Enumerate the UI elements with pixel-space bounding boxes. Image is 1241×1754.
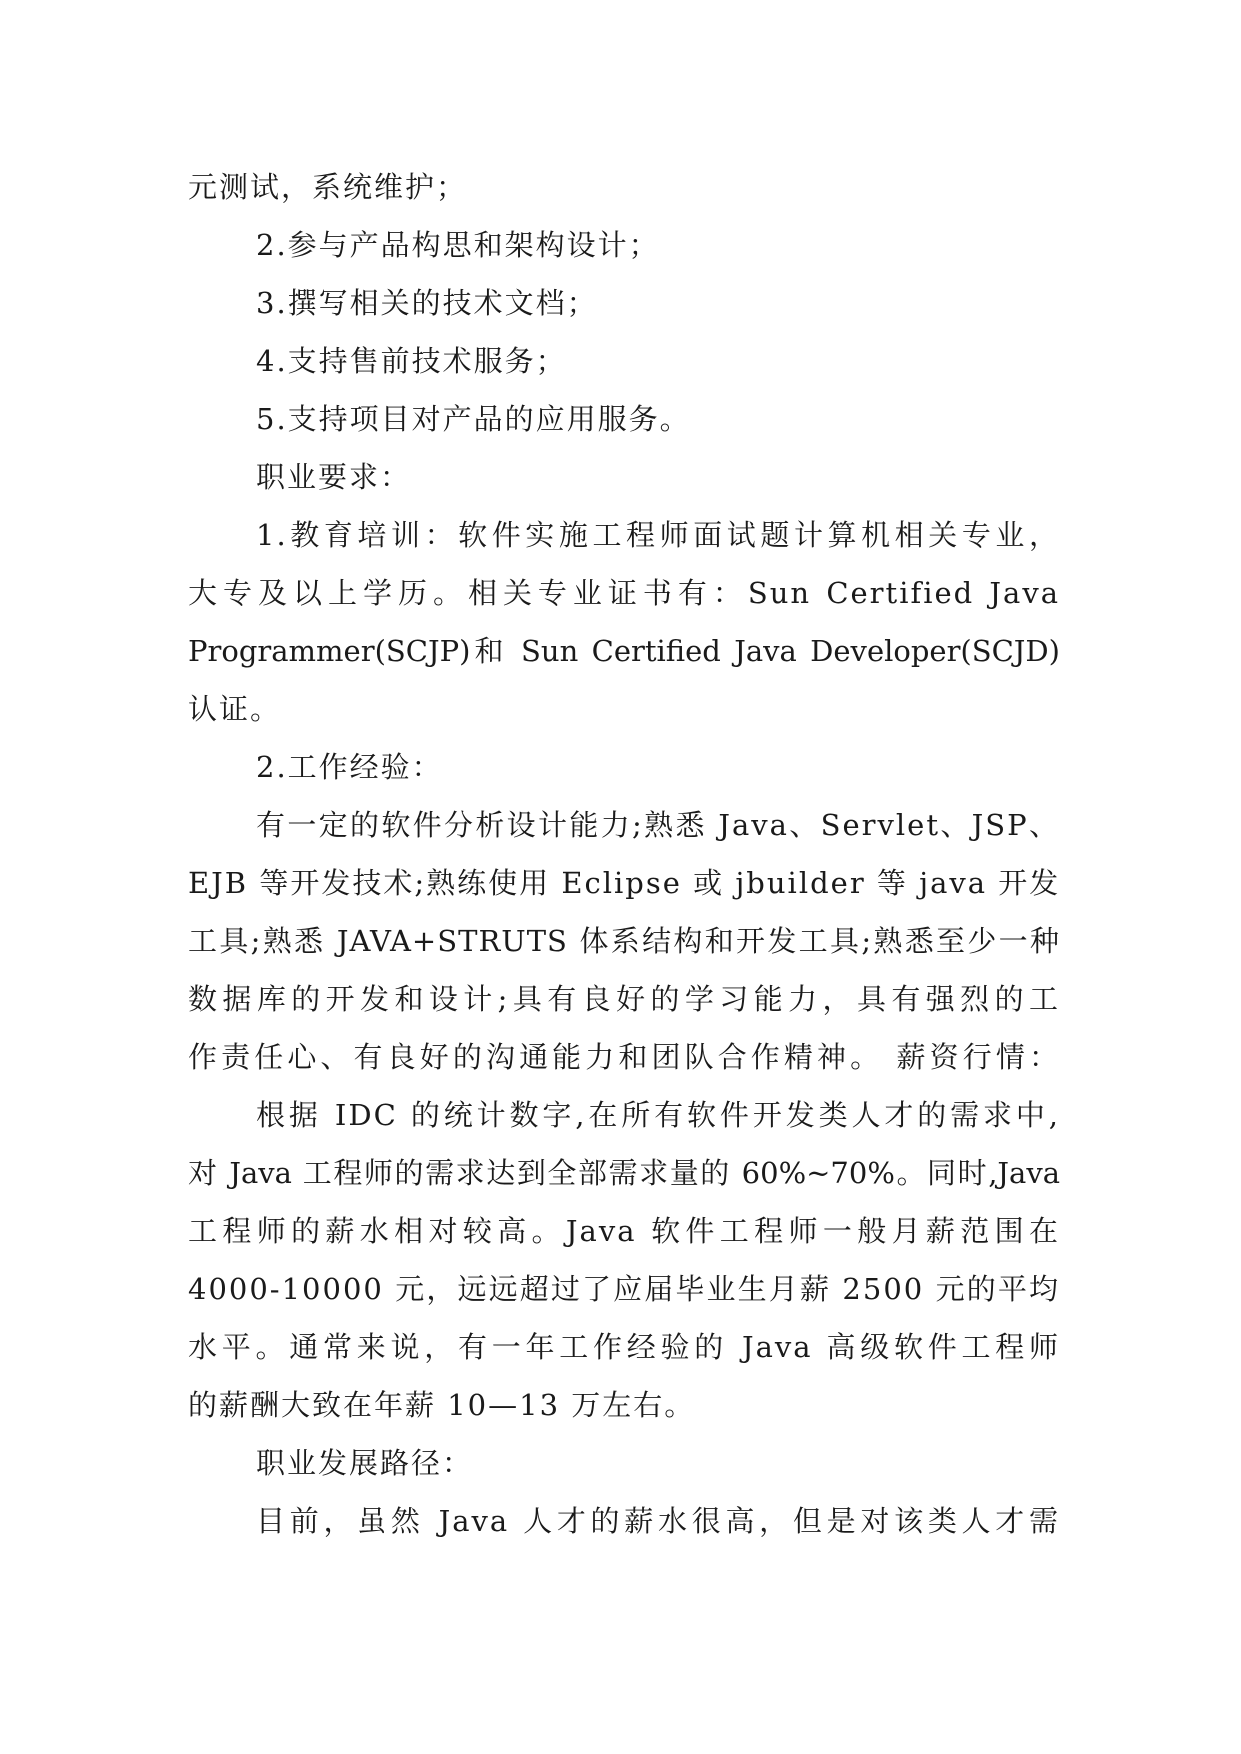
text-line: 认证。 <box>188 692 282 726</box>
text-line: 水平。通常来说，有一年工作经验的 Java 高级软件工程师 <box>188 1330 1060 1364</box>
text-line: 1.教育培训：软件实施工程师面试题计算机相关专业， <box>256 518 1060 552</box>
text-line: 目前，虽然 Java 人才的薪水很高，但是对该类人才需 <box>256 1504 1060 1538</box>
section-heading: 职业发展路径： <box>256 1446 474 1480</box>
text-line: 大专及以上学历。相关专业证书有：Sun Certified Java <box>188 576 1060 610</box>
text-line: 有一定的软件分析设计能力;熟悉 Java、Servlet、JSP、 <box>256 808 1060 842</box>
text-line: Programmer(SCJP)和 Sun Certified Java Developer(SCJD) <box>188 634 1060 668</box>
text-line: 4000-10000 元，远远超过了应届毕业生月薪 2500 元的平均 <box>188 1272 1060 1306</box>
text-line: 工具;熟悉 JAVA+STRUTS 体系结构和开发工具;熟悉至少一种 <box>188 924 1060 958</box>
text-line: 数据库的开发和设计;具有良好的学习能力，具有强烈的工 <box>188 982 1060 1016</box>
section-heading: 2.工作经验： <box>256 750 443 784</box>
list-item: 3.撰写相关的技术文档； <box>256 286 598 320</box>
text-line: 元测试，系统维护； <box>188 170 468 204</box>
list-item: 2.参与产品构思和架构设计； <box>256 228 660 262</box>
list-item: 4.支持售前技术服务； <box>256 344 567 378</box>
list-item: 5.支持项目对产品的应用服务。 <box>256 402 691 436</box>
text-line: 作责任心、有良好的沟通能力和团队合作精神。 薪资行情： <box>188 1040 1060 1074</box>
text-line: 工程师的薪水相对较高。Java 软件工程师一般月薪范围在 <box>188 1214 1060 1248</box>
document-body <box>188 158 1060 1550</box>
text-line: EJB 等开发技术;熟练使用 Eclipse 或 jbuilder 等 java 开发 <box>188 866 1060 900</box>
text-line: 根据 IDC 的统计数字,在所有软件开发类人才的需求中, <box>256 1098 1060 1132</box>
text-line: 对 Java 工程师的需求达到全部需求量的 60%~70%。同时,Java <box>188 1156 1060 1190</box>
section-heading: 职业要求： <box>256 460 412 494</box>
text-line: 的薪酬大致在年薪 10—13 万左右。 <box>188 1388 696 1422</box>
